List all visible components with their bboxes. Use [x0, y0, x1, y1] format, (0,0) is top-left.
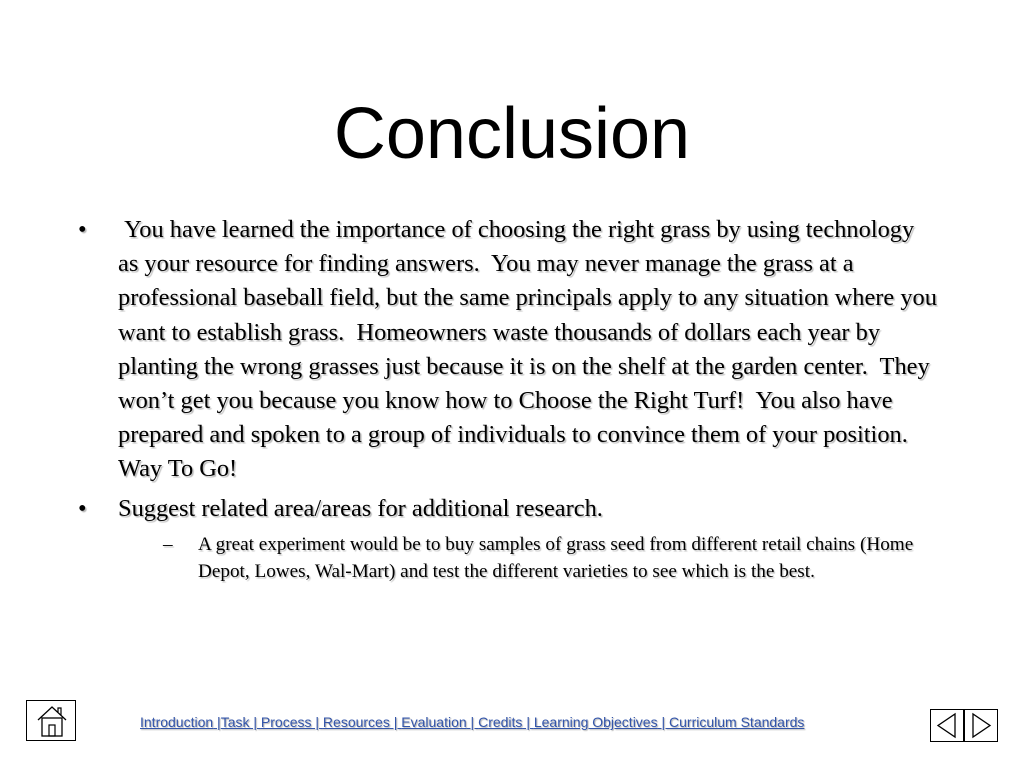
- prev-slide-button[interactable]: [930, 709, 964, 742]
- bullet-item: [78, 492, 938, 526]
- nav-separator: |: [522, 714, 534, 730]
- nav-separator: |: [249, 714, 261, 730]
- bullet-text: Suggest related area/areas for additional research.: [118, 494, 603, 522]
- slide-title: Conclusion: [333, 94, 691, 174]
- bullet-item: [78, 213, 944, 487]
- bullet-marker: •: [78, 216, 87, 243]
- nav-separator: |: [466, 714, 479, 730]
- sub-bullet-text: A great experiment would be to buy samples of grass seed from different retail chains (Home Depot, Lowes, Wal-Mart) and test the different varieties to see which is the best.: [198, 533, 914, 583]
- next-arrow-icon: [965, 710, 997, 741]
- nav-links: [140, 714, 804, 730]
- next-slide-button[interactable]: [964, 709, 998, 742]
- nav-link-resources[interactable]: Resources: [322, 714, 390, 730]
- nav-link-process[interactable]: Process: [260, 714, 312, 730]
- nav-separator: |: [311, 714, 323, 730]
- nav-link-credits[interactable]: Credits: [478, 714, 523, 730]
- home-button[interactable]: [26, 700, 76, 741]
- nav-link-evaluation[interactable]: Evaluation: [401, 714, 467, 730]
- sub-bullet-item: [163, 531, 928, 586]
- prev-arrow-icon: [931, 710, 963, 741]
- home-icon: [36, 705, 68, 738]
- bullet-text: You have learned the importance of choosing the right grass by using technology as your resource for finding answers. You may never manage the grass at a professional baseball field, but the same principals apply to any situation where you want to establish grass. Homeowners waste thousands of dollars each year by planting the wrong grasses just because it is on the shelf at the garden center. They won’t get you because you know how to Choose the Right Turf! You also have prepared and spoken to a group of individuals to convince them of your position. Way To Go!: [118, 216, 944, 483]
- nav-link-introduction[interactable]: Introduction: [140, 714, 214, 730]
- bullet-marker: •: [78, 494, 87, 522]
- nav-link-learning-objectives[interactable]: Learning Objectives: [533, 714, 658, 730]
- nav-link-task[interactable]: Task: [220, 714, 250, 730]
- nav-link-curriculum-standards[interactable]: Curriculum Standards: [669, 714, 805, 730]
- sub-bullet-marker: –: [163, 533, 173, 555]
- nav-separator: |: [213, 714, 221, 730]
- nav-separator: |: [657, 714, 670, 730]
- slide-body: [78, 213, 944, 586]
- nav-separator: |: [389, 714, 402, 730]
